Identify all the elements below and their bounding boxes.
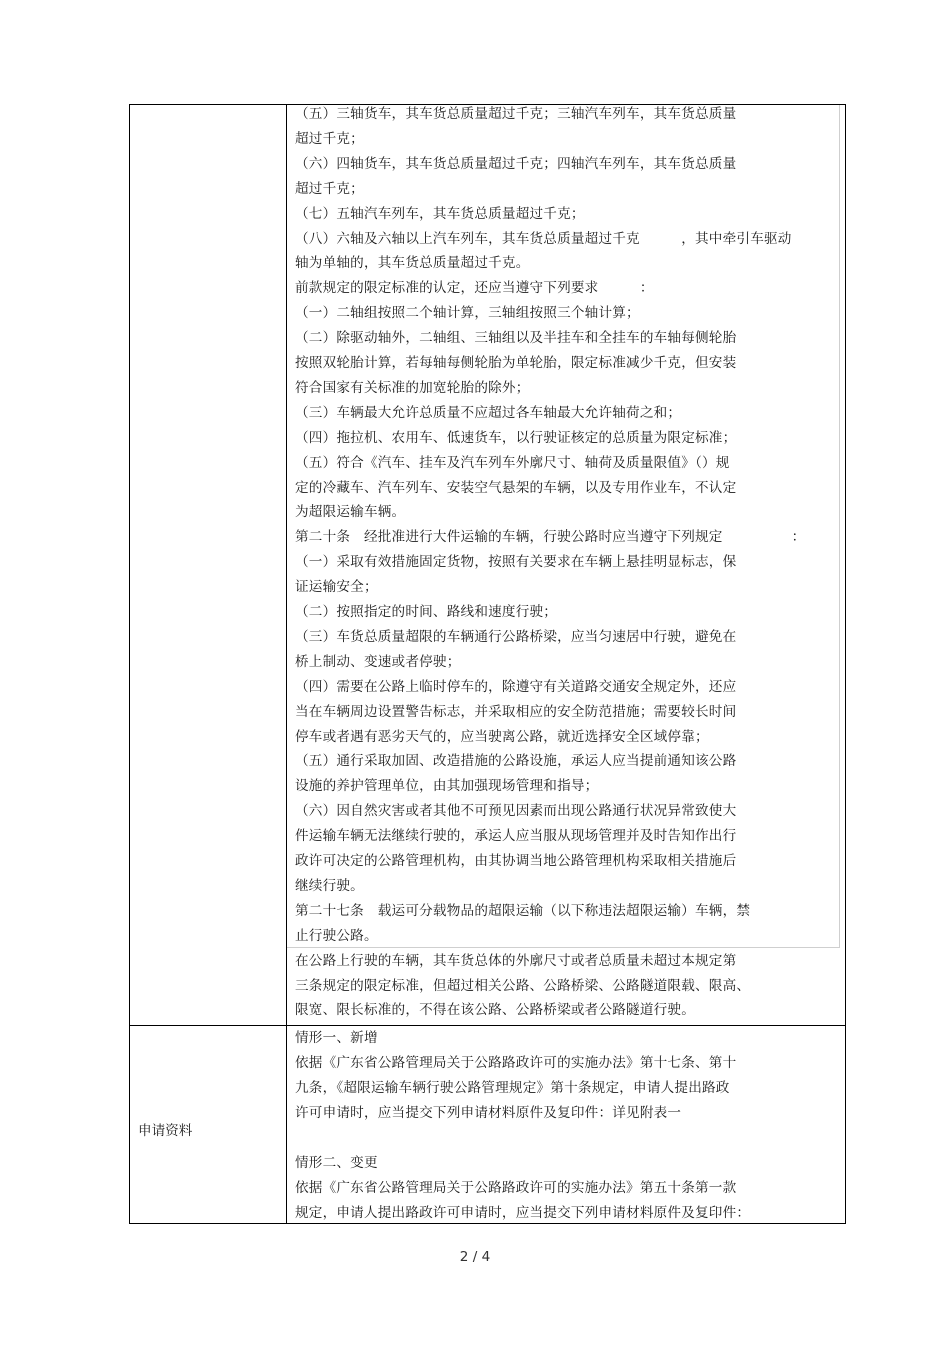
page-number: 2 / 4	[459, 1249, 491, 1265]
text-line: 证运输安全；	[295, 579, 378, 596]
text-line: 按照双轮胎计算，若每轴每侧轮胎为单轮胎，限定标准减少千克，但安装	[295, 355, 737, 371]
text-line: 限宽、限长标准的，不得在该公路、公路桥梁或者公路隧道行驶。	[295, 1002, 696, 1019]
text-line: 当在车辆周边设置警告标志，并采取相应的安全防范措施；需要较长时间	[295, 703, 737, 720]
text-line: 超过千克；	[295, 180, 364, 197]
text-line: 轴为单轴的，其车货总质量超过千克。	[295, 255, 530, 272]
content-table	[129, 104, 846, 1224]
text-line: 规定，申请人提出路政许可申请时，应当提交下列申请材料原件及复印件：	[295, 1205, 751, 1221]
text-line: （五）符合《汽车、挂车及汽车列车外廓尺寸、轴荷及质量限值》（）规	[295, 454, 730, 471]
text-line: （三）车货总质量超限的车辆通行公路桥梁，应当匀速居中行驶，避免在	[295, 628, 737, 645]
table-row	[130, 105, 845, 1026]
text-line: 三条规定的限定标准，但超过相关公路、公路桥梁、公路隧道限载、限高、	[295, 977, 751, 994]
text-line: 继续行驶。	[295, 877, 364, 894]
text-line: 在公路上行驶的车辆，其车货总体的外廓尺寸或者总质量未超过本规定第	[295, 952, 737, 969]
table-row	[130, 1026, 845, 1224]
text-line: 件运输车辆无法继续行驶的，承运人应当服从现场管理并及时告知作出行	[295, 828, 737, 845]
text-line: （四）需要在公路上临时停车的，除遵守有关道路交通安全规定外，还应	[295, 678, 737, 695]
text-line: 依据《广东省公路管理局关于公路路政许可的实施办法》第十七条、第十	[295, 1055, 737, 1071]
text-line: 许可申请时，应当提交下列申请材料原件及复印件：详见附表一	[295, 1105, 682, 1121]
row-label-cell	[130, 105, 287, 1025]
text-line: 前款规定的限定标准的认定，还应当遵守下列要求 ：	[295, 280, 654, 297]
text-line: 桥上制动、变速或者停驶；	[295, 653, 461, 670]
text-line: （八）六轴及六轴以上汽车列车，其车货总质量超过千克 ，其中牵引车驱动	[295, 230, 792, 247]
text-line: （二）除驱动轴外，二轴组、三轴组以及半挂车和全挂车的车轴每侧轮胎	[295, 330, 737, 347]
text-line: 政许可决定的公路管理机构，由其协调当地公路管理机构采取相关措施后	[295, 853, 737, 869]
text-line: （六）因自然灾害或者其他不可预见因素而出现公路通行状况异常致使大	[295, 803, 737, 820]
text-line: （一）采取有效措施固定货物，按照有关要求在车辆上悬挂明显标志，保	[295, 554, 737, 571]
text-line: 超过千克；	[295, 130, 364, 147]
text-line: 停车或者遇有恶劣天气的，应当驶离公路，就近选择安全区域停靠；	[295, 728, 709, 745]
text-line: 九条，《超限运输车辆行驶公路管理规定》第十条规定，申请人提出路政	[295, 1080, 730, 1096]
text-line: 依据《广东省公路管理局关于公路路政许可的实施办法》第五十条第一款	[295, 1180, 737, 1196]
text-line: （三）车辆最大允许总质量不应超过各车轴最大允许轴荷之和；	[295, 404, 682, 421]
text-line: （四）拖拉机、农用车、低速货车，以行驶证核定的总质量为限定标准；	[295, 429, 737, 446]
text-line: 第二十七条 载运可分载物品的超限运输（以下称违法超限运输）车辆，禁	[295, 902, 751, 919]
text-line: 定的冷藏车、汽车列车、安装空气悬架的车辆，以及专用作业车，不认定	[295, 479, 737, 496]
text-line: 第二十条 经批准进行大件运输的车辆，行驶公路时应当遵守下列规定 ：	[295, 529, 806, 546]
text-line: 设施的养护管理单位，由其加强现场管理和指导；	[295, 778, 599, 795]
text-line: （一）二轴组按照二个轴计算，三轴组按照三个轴计算；	[295, 305, 640, 322]
row-label-cell	[130, 1026, 287, 1223]
text-line: 止行驶公路。	[295, 927, 378, 944]
text-line: （二）按照指定的时间、路线和速度行驶；	[295, 604, 558, 620]
text-line: 情形一、新增	[295, 1030, 378, 1046]
text-line: 符合国家有关标准的加宽轮胎的除外；	[295, 379, 530, 396]
text-line: 为超限运输车辆。	[295, 504, 406, 521]
application-materials-label: 申请资料	[138, 1123, 193, 1139]
text-line: （五）通行采取加固、改造措施的公路设施，承运人应当提前通知该公路	[295, 753, 737, 770]
text-line: （五）三轴货车，其车货总质量超过千克；三轴汽车列车，其车货总质量	[295, 106, 737, 122]
text-line: （七）五轴汽车列车，其车货总质量超过千克；	[295, 205, 585, 222]
text-line: 情形二、变更	[295, 1155, 378, 1171]
text-line: （六）四轴货车，其车货总质量超过千克；四轴汽车列车，其车货总质量	[295, 155, 737, 172]
